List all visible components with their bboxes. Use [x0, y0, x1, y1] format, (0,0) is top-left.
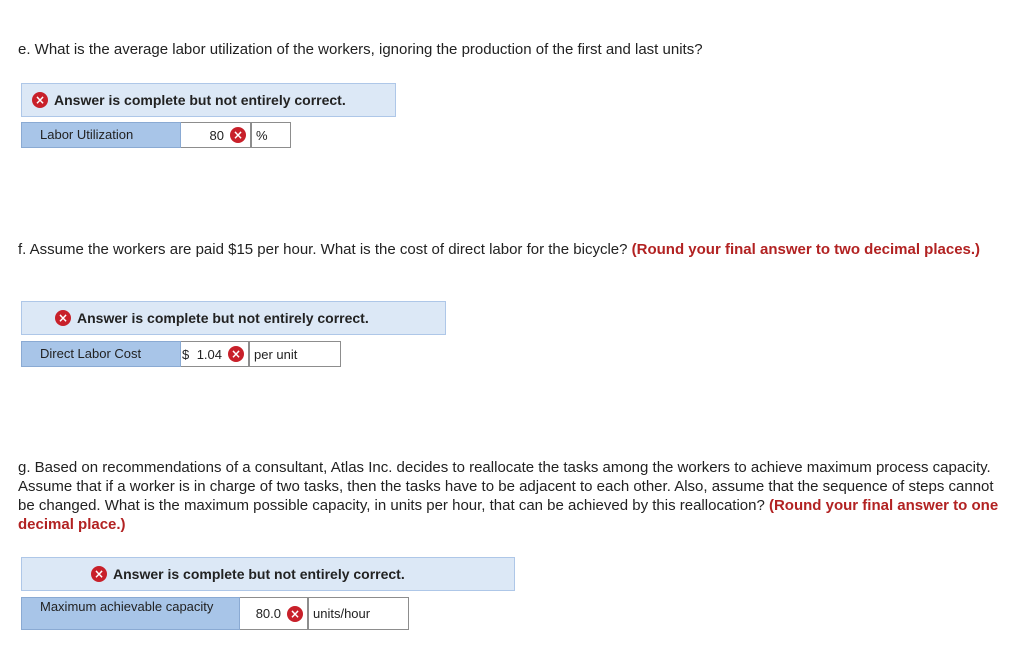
question-g: [18, 458, 1003, 534]
answer-value: 80.0: [255, 606, 281, 621]
answer-value: 80: [209, 127, 224, 143]
unit-label: per unit: [249, 341, 341, 367]
incorrect-icon: ×: [32, 92, 48, 108]
answer-row-f: [21, 341, 341, 367]
row-label: Direct Labor Cost: [21, 341, 181, 367]
answer-field[interactable]: [240, 597, 308, 630]
banner-text: Answer is complete but not entirely correct.: [54, 92, 346, 108]
incorrect-icon: ×: [228, 346, 244, 362]
question-g-hint: (Round your final answer to one decimal place.): [18, 497, 999, 533]
incorrect-icon: ×: [91, 566, 107, 582]
banner-text: Answer is complete but not entirely correct.: [113, 566, 405, 582]
incorrect-icon: ×: [230, 127, 246, 143]
incorrect-icon: ×: [55, 310, 71, 326]
banner-text: Answer is complete but not entirely correct.: [77, 310, 369, 326]
answer-banner-f: [21, 301, 446, 335]
question-e: [18, 40, 998, 59]
incorrect-icon: ×: [287, 606, 303, 622]
row-label: [21, 597, 240, 630]
question-f-hint: (Round your final answer to two decimal places.): [631, 241, 981, 258]
answer-field[interactable]: [181, 341, 249, 367]
unit-label: %: [251, 122, 291, 148]
question-g-text: g. Based on recommendations of a consultant, Atlas Inc. decides to reallocate the tasks among the workers to achieve maximum process capacity. Assume that if a worker is in charge of two tasks, then the tasks have to be adjacent to each other. Also, assume that the sequence of steps cannot be changed. What is the maximum possible capacity, in units per hour, that can be achieved by this reallocation?: [18, 459, 994, 514]
row-label: Labor Utilization: [21, 122, 181, 148]
row-label-text: Maximum achievable capacity: [40, 599, 214, 614]
currency-symbol: $: [182, 346, 190, 362]
question-f: [18, 240, 998, 259]
answer-value: 1.04: [196, 346, 222, 362]
answer-row-g: [21, 597, 409, 630]
question-f-text: f. Assume the workers are paid $15 per hour. What is the cost of direct labor for the bicycle?: [18, 241, 628, 258]
unit-label: units/hour: [308, 597, 409, 630]
answer-banner-e: [21, 83, 396, 117]
question-e-text: e. What is the average labor utilization of the workers, ignoring the production of the first and last units?: [18, 41, 703, 58]
answer-row-e: [21, 122, 291, 148]
answer-banner-g: [21, 557, 515, 591]
answer-field[interactable]: [181, 122, 251, 148]
